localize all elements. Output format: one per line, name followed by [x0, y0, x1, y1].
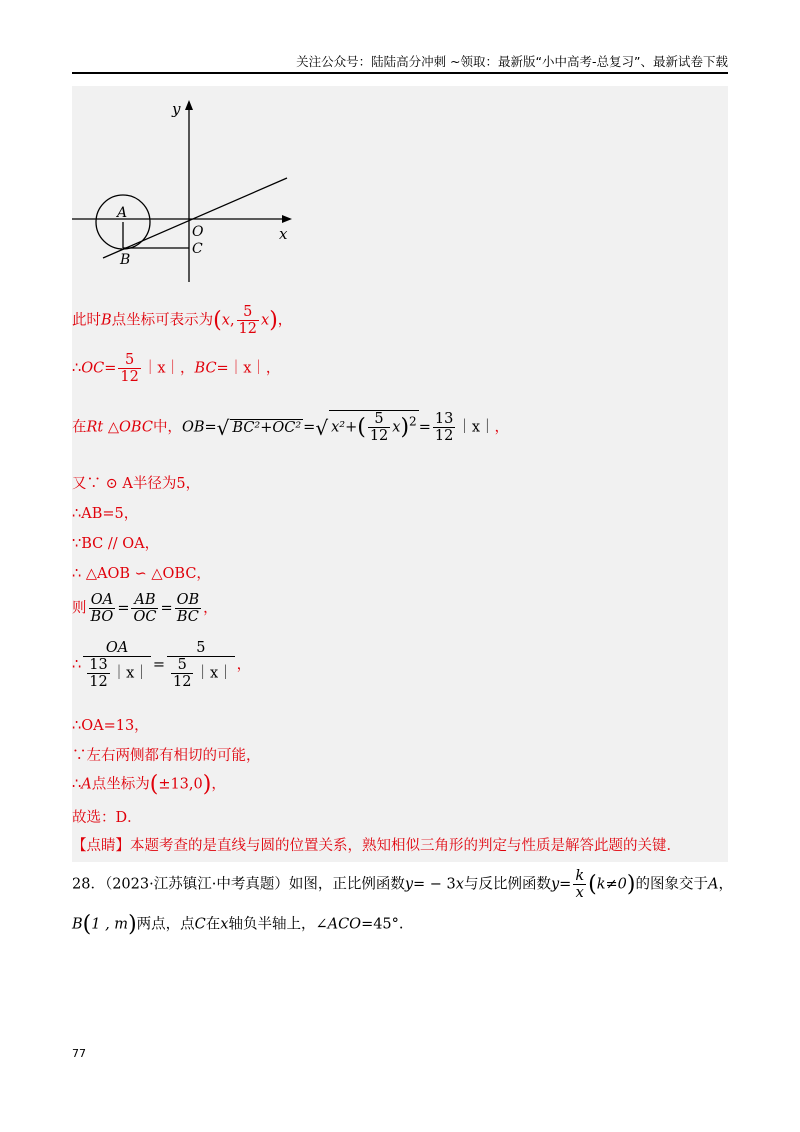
label-b: B [120, 252, 131, 268]
solution-line-10: ∴OA=13， [72, 718, 149, 734]
label-o: O [192, 224, 204, 240]
solution-line-11: ∵左右两侧都有相切的可能， [72, 748, 261, 764]
problem-28-line-2: B(1 , m)两点，点C在x轴负半轴上，∠ACO=45°. [72, 912, 404, 937]
label-y: y [172, 100, 181, 118]
solution-line-6: ∵BC // OA， [72, 536, 160, 552]
solution-line-8: 则 $\frac{OA}{BO}$ = $\frac{AB}{OC}$ = $\frac{OB}{BC}$ ， [72, 592, 218, 625]
key-point-note: 【点睛】本题考查的是直线与圆的位置关系，熟知相似三角形的判定与性质是解答此题的关键． [72, 838, 681, 854]
solution-line-2: ∴OC= $\frac{5}{12}$ ｜x｜，BC=｜x｜， [72, 352, 281, 385]
coordinate-figure [72, 92, 312, 292]
x-axis-arrow [282, 215, 292, 223]
label-c: C [192, 241, 203, 257]
solution-line-7: ∴ △AOB ∽ △OBC， [72, 566, 211, 582]
solution-line-9: ∴ OA $\frac{13}{12}$ ｜x｜ = 5 $\frac{5}{12}$ ｜x｜ ， [72, 640, 252, 690]
solution-line-13: 故选：D． [72, 810, 142, 826]
label-x: x [279, 225, 288, 243]
problem-28-line-1: 28．（2023·江苏镇江·中考真题）如图，正比例函数y= − 3x与反比例函数y= $\frac{k}{x}$ (k≠0)的图象交于A， [72, 868, 733, 901]
solution-line-1: 此时B点坐标可表示为(x, $\frac{5}{12}$ x)， [72, 304, 293, 337]
page-number: 77 [72, 1047, 86, 1060]
solution-line-4: 又∵ ⊙ A半径为5， [72, 476, 201, 492]
y-axis-arrow [185, 100, 193, 110]
solution-line-5: ∴AB=5， [72, 506, 139, 522]
solution-line-3: 在Rt △OBC中，OB=√ BC²+OC² =√ x²+( $\frac{5}{12}$ x)$^2$ = $\frac{13}{12}$ ｜x｜， [72, 411, 510, 444]
label-a: A [117, 205, 128, 221]
header-rule [72, 72, 728, 74]
page-header: 关注公众号：陆陆高分冲刺 ~领取：最新版“小中高考-总复习”、最新试卷下载 [296, 54, 728, 69]
solution-line-12: ∴A点坐标为(±13,0)， [72, 772, 226, 797]
